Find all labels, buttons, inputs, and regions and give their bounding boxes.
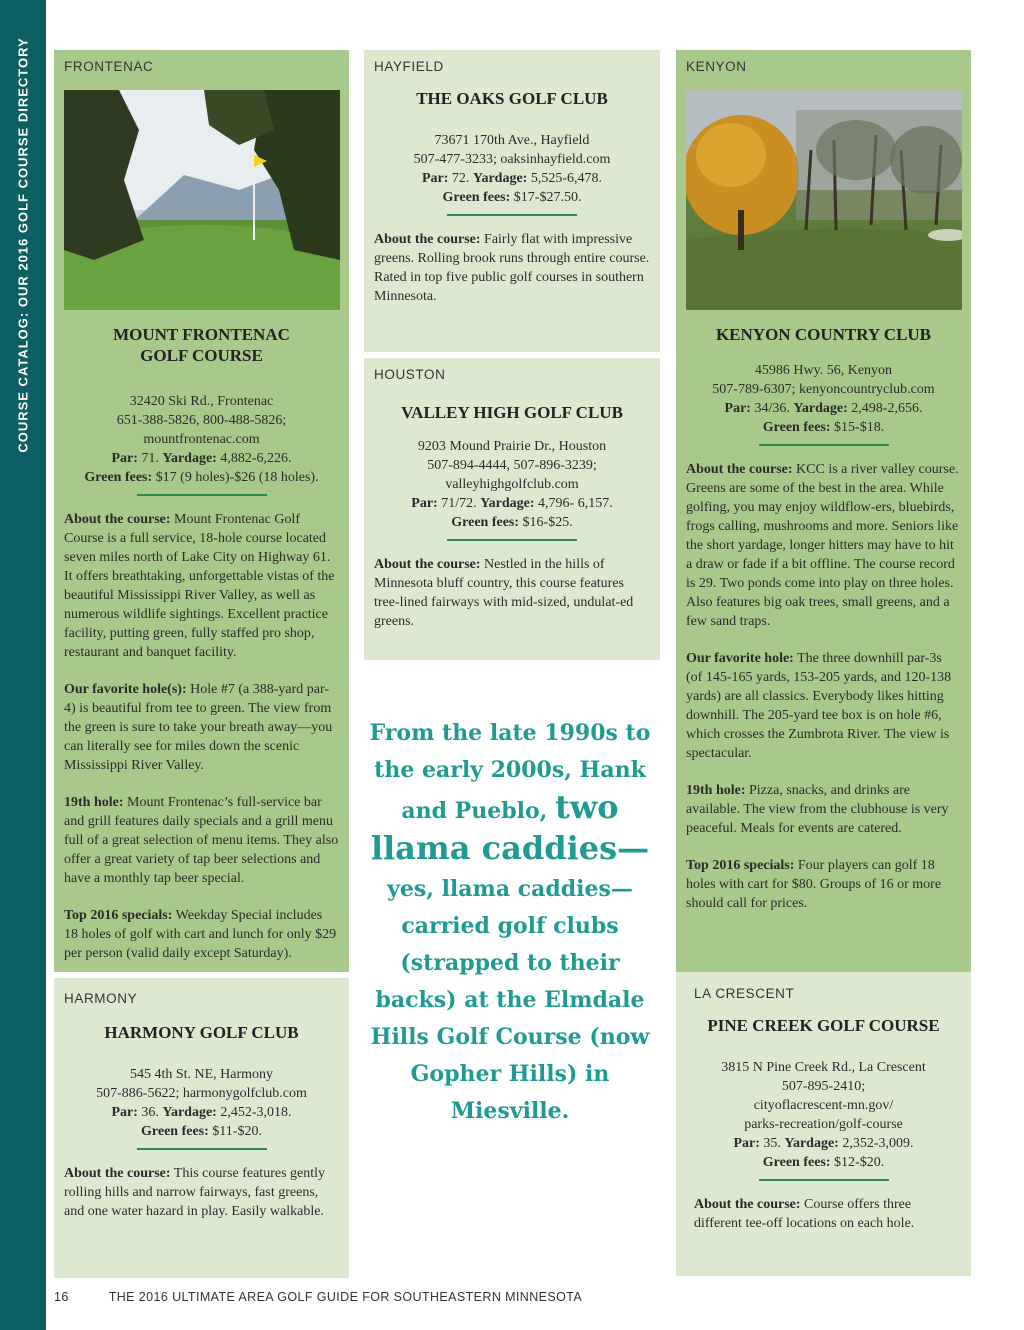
course-harmony bbox=[54, 978, 349, 1278]
course-la-crescent bbox=[676, 972, 971, 1276]
course-photo bbox=[64, 90, 340, 310]
city-label: HARMONY bbox=[64, 991, 138, 1006]
divider bbox=[447, 214, 577, 216]
course-name: MOUNT FRONTENAC GOLF COURSE bbox=[113, 325, 290, 365]
publication-title: THE 2016 ULTIMATE AREA GOLF GUIDE FOR SOUTHEASTERN MINNESOTA bbox=[108, 1290, 583, 1304]
city-label: HOUSTON bbox=[374, 367, 446, 382]
course-details: 545 4th St. NE, Harmony 507-886-5622; harmonygolfclub.com Par: 36. Yardage: 2,452-3,018. Green fees: $11-$20. bbox=[96, 1067, 307, 1139]
divider bbox=[137, 494, 267, 496]
divider bbox=[137, 1148, 267, 1150]
course-details: 3815 N Pine Creek Rd., La Crescent 507-895-2410; cityoflacrescent-mn.gov/ parks-recreation/golf-course Par: 35. Yardage: 2,352-3,009. Green fees: $12-$20. bbox=[721, 1060, 926, 1170]
about-text: About the course: This course features gently rolling hills and narrow fairways, fast greens, and one water hazard in play. Easily walkable. bbox=[64, 1166, 326, 1219]
about-text: About the course: Nestled in the hills of Minnesota bluff country, this course features tree-lined fairways with mid-sized, undulat-ed greens. bbox=[374, 557, 634, 629]
about-text: About the course: KCC is a river valley course. Greens are some of the best in the area. While golfing, you may enjoy wildflow-ers, bluebirds, frogs calling, mushrooms and more. Seniors like the short yardage, longer hitters may have to hit a draw or fade if a bit offline. The course record is 29. Two ponds come into play on three holes. Also features big oak trees, small greens, and a few sand traps. bbox=[686, 462, 959, 629]
divider bbox=[759, 1179, 889, 1181]
city-label: HAYFIELD bbox=[374, 59, 444, 74]
pull-quote: From the late 1990s to the early 2000s, Hank and Pueblo, two llama caddies—yes, llama caddies—carried golf clubs (strapped to their backs) at the Elmdale Hills Golf Course (now Gopher Hills) in Miesville. bbox=[369, 720, 651, 1124]
course-kenyon bbox=[676, 50, 971, 972]
course-photo bbox=[686, 90, 962, 310]
divider bbox=[759, 444, 889, 446]
course-name: VALLEY HIGH GOLF CLUB bbox=[401, 403, 623, 422]
course-frontenac bbox=[54, 50, 349, 972]
about-text: About the course: Course offers three different tee-off locations on each hole. bbox=[694, 1197, 915, 1231]
nineteenth-hole-text: 19th hole: Pizza, snacks, and drinks are available. The view from the clubhouse is very peaceful. Meals for events are catered. bbox=[686, 783, 949, 836]
favorite-hole-text: Our favorite hole(s): Hole #7 (a 388-yard par-4) is beautiful from tee to green. The view from the green is sure to take your breath away—you can literally see for miles down the scenic Mississippi River Valley. bbox=[64, 682, 333, 773]
course-details: 45986 Hwy. 56, Kenyon 507-789-6307; kenyoncountryclub.com Par: 34/36. Yardage: 2,498-2,656. Green fees: $15-$18. bbox=[712, 363, 935, 435]
course-details: 73671 170th Ave., Hayfield 507-477-3233; oaksinhayfield.com Par: 72. Yardage: 5,525-6,478. Green fees: $17-$27.50. bbox=[413, 133, 611, 205]
course-name: KENYON COUNTRY CLUB bbox=[715, 325, 932, 344]
kenyon-photo-image bbox=[686, 90, 962, 310]
course-hayfield bbox=[364, 50, 660, 352]
city-label: FRONTENAC bbox=[64, 59, 154, 74]
course-name: THE OAKS GOLF CLUB bbox=[416, 89, 608, 108]
course-name: HARMONY GOLF CLUB bbox=[104, 1023, 299, 1042]
nineteenth-hole-text: 19th hole: Mount Frontenac’s full-service bar and grill features daily specials and a grill menu full of a great selection of menu items. They also offer a great variety of tap beer selections and have a monthly tap beer special. bbox=[64, 795, 339, 886]
specials-text: Top 2016 specials: Weekday Special includes 18 holes of golf with cart and lunch for only $29 per person (valid daily except Saturday). bbox=[64, 908, 337, 961]
course-details: 9203 Mound Prairie Dr., Houston 507-894-4444, 507-896-3239; valleyhighgolfclub.com Par: 71/72. Yardage: 4,796- 6,157. Green fees: $16-$25. bbox=[411, 439, 613, 530]
city-label: KENYON bbox=[686, 59, 747, 74]
favorite-hole-text: Our favorite hole: The three downhill par-3s (of 145-165 yards, 153-205 yards, and 120-138 yards) are all classics. Everybody likes hitting downhill. The 205-yard tee box is on hole #6, which crosses the Zumbrota River. The view is spectacular. bbox=[686, 651, 952, 761]
divider bbox=[447, 539, 577, 541]
specials-text: Top 2016 specials: Four players can golf 18 holes with cart for $80. Groups of 16 or more should call for prices. bbox=[686, 858, 942, 911]
city-label: LA CRESCENT bbox=[694, 986, 795, 1001]
page-number: 16 bbox=[54, 1290, 69, 1304]
course-details: 32420 Ski Rd., Frontenac 651-388-5826, 800-488-5826; mountfrontenac.com Par: 71. Yardage: 4,882-6,226. Green fees: $17 (9 holes)-$26 (18 holes). bbox=[84, 394, 319, 485]
about-text: About the course: Fairly flat with impressive greens. Rolling brook runs through entire course. Rated in top five public golf courses in southern Minnesota. bbox=[374, 232, 650, 304]
sidebar bbox=[0, 0, 46, 1330]
course-name: PINE CREEK GOLF COURSE bbox=[707, 1016, 940, 1035]
course-houston bbox=[364, 358, 660, 660]
sidebar-title: COURSE CATALOG: OUR 2016 GOLF COURSE DIRECTORY bbox=[15, 37, 31, 453]
page-footer bbox=[54, 1290, 582, 1304]
frontenac-photo-image bbox=[64, 90, 340, 310]
about-text: About the course: Mount Frontenac Golf Course is a full service, 18-hole course located seven miles north of Lake City on Highway 61. It offers breathtaking, unforgettable vistas of the beautiful Mississippi River Valley, as well as numerous wildlife sightings. Excellent practice facility, putting green, fully staffed pro shop, restaurant and banquet facility. bbox=[64, 512, 335, 660]
